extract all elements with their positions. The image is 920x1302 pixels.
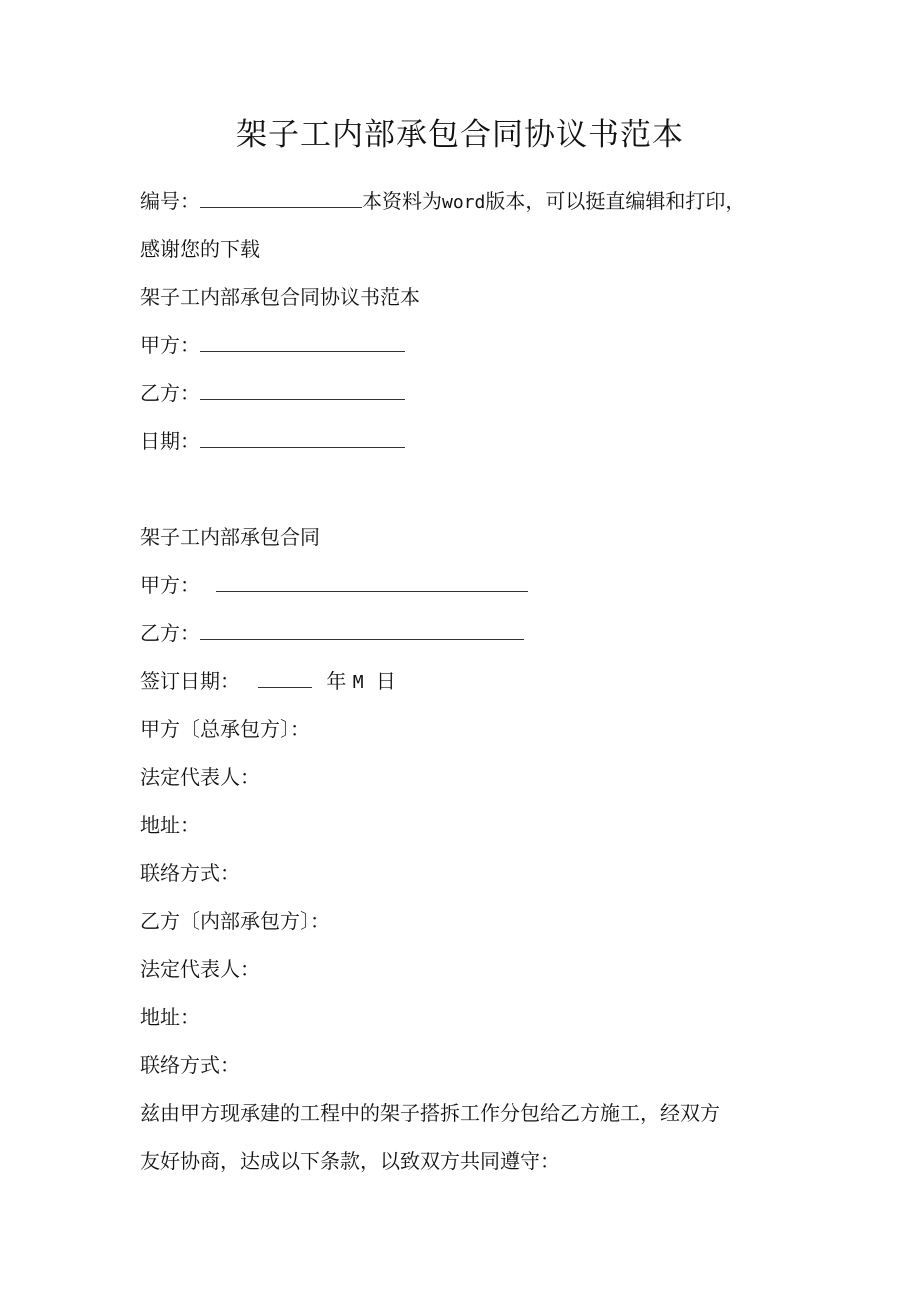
- party-b-address: 地址：: [140, 1005, 200, 1029]
- contract-party-b-blank: [200, 619, 524, 640]
- sign-date-year: 年: [326, 669, 347, 693]
- cover-date-label: 日期：: [140, 429, 200, 453]
- cover-party-b-label: 乙方：: [140, 381, 200, 405]
- cover-party-a-blank: [200, 331, 405, 352]
- number-blank: [200, 187, 362, 208]
- body-paragraph-line-1: 兹由甲方现承建的工程中的架子搭拆工作分包给乙方施工，经双方: [140, 1101, 720, 1125]
- number-label: 编号：: [140, 189, 200, 213]
- cover-party-b-line: [140, 378, 405, 408]
- cover-party-b-blank: [200, 379, 405, 400]
- cover-party-a-line: [140, 330, 405, 360]
- party-a-address: 地址：: [140, 813, 200, 837]
- sign-date-line: [140, 666, 396, 698]
- document-title: 架子工内部承包合同协议书范本: [236, 117, 684, 153]
- party-a-representative: 法定代表人：: [140, 765, 260, 789]
- party-b-representative: 法定代表人：: [140, 957, 260, 981]
- sign-date-label: 签订日期：: [140, 669, 240, 693]
- note-word: word: [442, 192, 486, 213]
- contract-party-a-label: 甲方：: [140, 573, 200, 597]
- sign-date-month: M: [352, 672, 364, 693]
- sign-date-year-blank: [258, 667, 312, 688]
- number-line: [140, 186, 745, 218]
- cover-date-blank: [200, 427, 405, 448]
- note-after: 版本，可以挺直编辑和打印，: [485, 189, 746, 213]
- sign-date-day: 日: [375, 669, 396, 693]
- contract-heading: 架子工内部承包合同: [140, 525, 320, 549]
- party-b-contact: 联络方式：: [140, 1053, 240, 1077]
- body-paragraph-line-2: 友好协商，达成以下条款，以致双方共同遵守：: [140, 1149, 560, 1173]
- note-before: 本资料为: [362, 189, 442, 213]
- party-a-role: 甲方〔总承包方〕：: [140, 717, 310, 741]
- contract-party-b-label: 乙方：: [140, 621, 200, 645]
- party-a-contact: 联络方式：: [140, 861, 240, 885]
- cover-date-line: [140, 426, 405, 456]
- contract-party-a-line: [140, 570, 528, 600]
- cover-party-a-label: 甲方：: [140, 333, 200, 357]
- cover-subtitle: 架子工内部承包合同协议书范本: [140, 285, 420, 309]
- thanks-line: 感谢您的下载: [140, 237, 260, 261]
- contract-party-b-line: [140, 618, 524, 648]
- party-b-role: 乙方〔内部承包方〕：: [140, 909, 330, 933]
- contract-party-a-blank: [216, 571, 528, 592]
